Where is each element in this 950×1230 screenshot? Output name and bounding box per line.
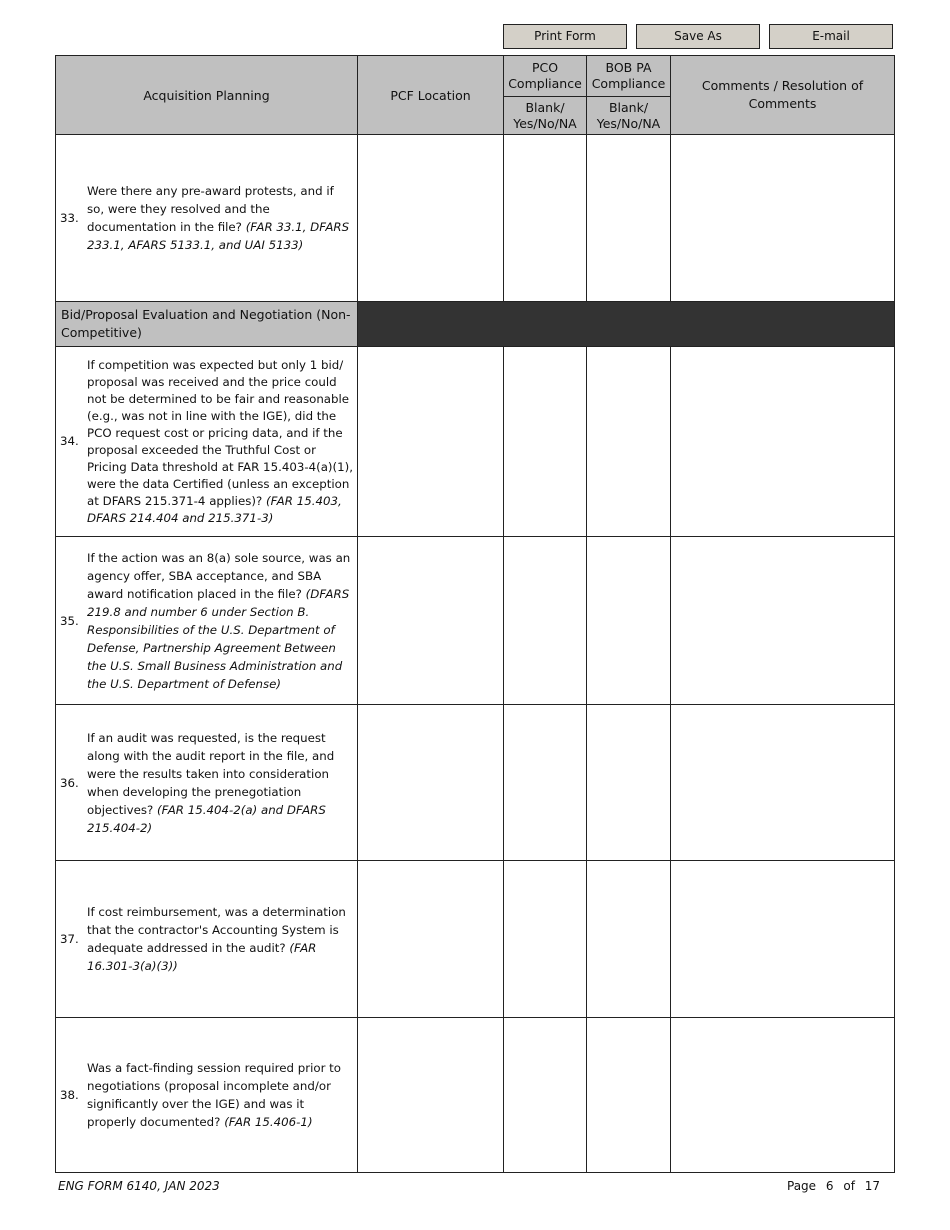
pcf-location-field[interactable] [358,705,504,861]
pco-compliance-field[interactable] [504,861,587,1018]
question-citation: (FAR 33.1, DFARS 233.1, AFARS 5133.1, and UAI 5133) [87,220,350,252]
question-number: 35. [60,613,79,628]
question-cell [56,705,358,861]
pco-compliance-field[interactable] [504,135,587,302]
section-title: Bid/Proposal Evaluation and Negotiation (Non-Competitive) [56,302,358,347]
question-number: 37. [60,932,79,946]
bob-pa-compliance-field[interactable] [587,347,671,537]
question-number: 36. [60,775,79,790]
table-row [56,135,895,302]
question-cell [56,861,358,1018]
table-row [56,537,895,705]
table-row [56,1018,895,1173]
bob-pa-compliance-field[interactable] [587,705,671,861]
question-text: If competition was expected but only 1 bid/ proposal was received and the price could not be determined to be fair and reasonable (e.g., was not in line with the IGE), did the PCO request cost or pricing data, and if the proposal exceeded the Truthful Cost or Pricing Data threshold at FAR 15.403-4(a)(1), were the data Certified (unless an exception at DFARS 215.371-4 applies)? [87,357,353,508]
pco-compliance-field[interactable] [504,537,587,705]
question-cell [56,135,358,302]
comments-field[interactable] [671,347,895,537]
page-number: 6 [825,1179,834,1193]
header-pco-compliance: PCO Compliance [504,56,587,97]
print-form-button[interactable]: Print Form [503,24,627,49]
question-citation: (FAR 16.301-3(a)(3)) [87,941,317,973]
form-identifier: ENG FORM 6140, JAN 2023 [58,1179,220,1193]
table-row [56,347,895,537]
question-number: 38. [60,1088,79,1102]
pcf-location-field[interactable] [358,135,504,302]
pcf-location-field[interactable] [358,347,504,537]
save-as-button[interactable]: Save As [636,24,760,49]
header-bob-options: Blank/ Yes/No/NA [587,97,671,135]
page-total: 17 [864,1179,881,1193]
comments-field[interactable] [671,537,895,705]
section-row [56,302,895,347]
question-citation: (FAR 15.404-2(a) and DFARS 215.404-2) [87,802,326,835]
checklist-table [55,55,895,1173]
question-citation: (FAR 15.406-1) [224,1115,313,1129]
comments-field[interactable] [671,135,895,302]
header-pcf-location: PCF Location [358,56,504,135]
table-row [56,861,895,1018]
question-text: Were there any pre-award protests, and if so, were they resolved and the documentation in the file? [87,184,334,234]
pcf-location-field[interactable] [358,861,504,1018]
bob-pa-compliance-field[interactable] [587,1018,671,1173]
question-text: If cost reimbursement, was a determination that the contractor's Accounting System is adequate addressed in the audit? [87,905,346,955]
email-button[interactable]: E-mail [769,24,893,49]
comments-field[interactable] [671,705,895,861]
table-row [56,705,895,861]
page-label: Page [787,1179,817,1193]
question-text: If the action was an 8(a) sole source, was an agency offer, SBA acceptance, and SBA award notification placed in the file? [87,550,351,601]
header-bob-pa-compliance: BOB PA Compliance [587,56,671,97]
comments-field[interactable] [671,861,895,1018]
header-acquisition-planning: Acquisition Planning [56,56,358,135]
question-cell [56,347,358,537]
question-citation: (DFARS 219.8 and number 6 under Section B. Responsibilities of the U.S. Department of Defense, Partnership Agreement Between the U.S. Small Business Administration and the U.S. Department of Defense) [87,586,350,691]
pco-compliance-field[interactable] [504,705,587,861]
bob-pa-compliance-field[interactable] [587,135,671,302]
page-indicator [787,1179,880,1193]
question-number: 34. [60,434,79,448]
header-comments: Comments / Resolution of Comments [671,56,895,135]
comments-field[interactable] [671,1018,895,1173]
of-label: of [843,1179,855,1193]
pcf-location-field[interactable] [358,1018,504,1173]
pco-compliance-field[interactable] [504,1018,587,1173]
header-pco-options: Blank/ Yes/No/NA [504,97,587,135]
bob-pa-compliance-field[interactable] [587,537,671,705]
question-text: If an audit was requested, is the request along with the audit report in the file, and were the results taken into consideration when developing the prenegotiation objectives? [87,730,335,817]
question-text: Was a fact-finding session required prior to negotiations (proposal incomplete and/or significantly over the IGE) and was it properly documented? [87,1061,342,1129]
pco-compliance-field[interactable] [504,347,587,537]
question-number: 33. [60,211,79,225]
pcf-location-field[interactable] [358,537,504,705]
question-citation: (FAR 15.403, DFARS 214.404 and 215.371-3) [87,493,342,525]
question-cell [56,1018,358,1173]
section-shaded-bar [358,302,895,347]
question-cell [56,537,358,705]
bob-pa-compliance-field[interactable] [587,861,671,1018]
